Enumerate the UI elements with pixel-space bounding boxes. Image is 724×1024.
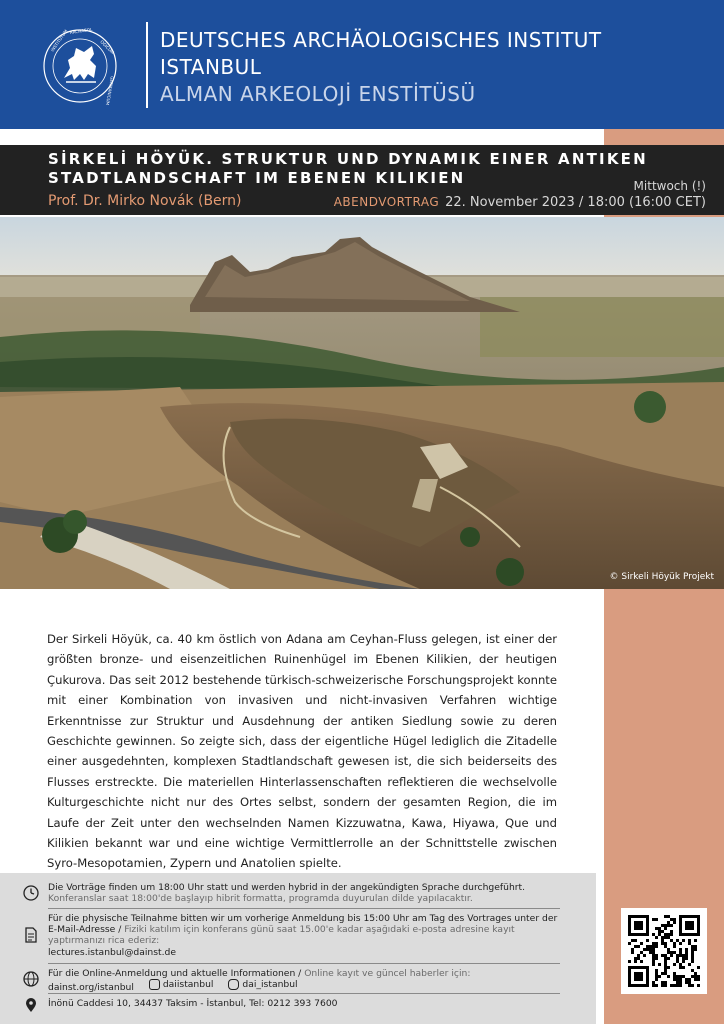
document-icon <box>22 926 40 944</box>
qr-code[interactable] <box>621 908 707 994</box>
institute-name-turkish: ALMAN ARKEOLOJİ ENSTİTÜSÜ <box>160 82 476 106</box>
aerial-landscape-image <box>0 217 724 589</box>
lecture-abstract: Der Sirkeli Höyük, ca. 40 km östlich von Adana am Ceyhan-Fluss gelegen, ist einer der größten bronze- und eisenzeitlichen Ruinenhügel im Ebenen Kilikien, der heutigen Çukurova. Das seit 2012 bestehende türkisch-schweizerische Forschungsprojekt konnte mit einer Kombination von invasiven und nicht-invasiven Verfahren wichtige Erkenntnisse zur Struktur und Ausdehnung der antiken Siedlung sowie zu deren Geschichte gewinnen. So zeigte sich, dass der eigentliche Hügel lediglich die Zitadelle einer ausgedehnten, komplexen Stadtlandschaft gewesen ist, die sich beiderseits des Flusses erstreckte. Die materiellen Hinterlassenschaften reflektieren die wechselvolle Kulturgeschichte nicht nur des Ortes selbst, sondern der gesamten Region, die im Laufe der Zeit unter den wechselnden Namen Kizzuwatna, Kawa, Hiyawa, Que und Kilikien bekannt war und eine wichtige Vermittlerrolle an der Schnittstelle zwischen Syro-Mesopotamien, Zypern und Anatolien spielte. <box>47 632 557 871</box>
divider <box>48 993 560 994</box>
facebook-handle: daiistanbul <box>162 979 214 991</box>
registration-email-link[interactable]: lectures.istanbul@dainst.de <box>48 946 177 958</box>
divider <box>48 908 560 909</box>
info-time-german: Die Vorträge finden um 18:00 Uhr statt und werden hybrid in der angekündigten Sprache durchgeführt. <box>48 882 526 893</box>
info-online-turkish: Online kayıt ve güncel haberler için: <box>304 968 471 979</box>
header-divider <box>146 22 148 108</box>
institute-seal-logo <box>40 22 120 110</box>
lecture-datetime: 22. November 2023 / 18:00 (16:00 CET) <box>445 195 706 210</box>
info-address: İnönü Caddesi 10, 34437 Taksim - İstanbul, Tel: 0212 393 7600 <box>48 998 338 1009</box>
svg-text:OGICUM: OGICUM <box>99 39 116 56</box>
lecture-speaker: Prof. Dr. Mirko Novák (Bern) <box>48 193 242 209</box>
location-pin-icon <box>22 996 40 1014</box>
info-registration <box>48 913 558 958</box>
lecture-weekday: Mittwoch (!) <box>633 179 706 193</box>
globe-icon <box>22 970 40 988</box>
facebook-link[interactable] <box>149 979 214 990</box>
lecture-title: SİRKELİ HÖYÜK. STRUKTUR UND DYNAMIK EINER ANTIKEN STADTLANDSCHAFT IM EBENEN KILIKIEN <box>48 150 648 187</box>
facebook-icon <box>149 979 160 990</box>
info-registration-german: Für die physische Teilnahme bitten wir um vorherige Anmeldung bis 15:00 Uhr am Tag des Vortrages unter der E-Mail-Adresse / <box>48 913 558 936</box>
clock-icon <box>22 884 40 902</box>
lecture-date-line <box>334 195 706 210</box>
info-registration-turkish: Fiziki katılım için konferans günü saat 15.00'e kadar aşağıdaki e-posta adresine kayıt yaptırmanızı rica ederiz: <box>48 924 515 947</box>
institute-header <box>0 0 724 129</box>
aerial-photo <box>0 217 724 589</box>
instagram-link[interactable] <box>228 979 297 990</box>
divider <box>48 963 560 964</box>
website-text: dainst.org/istanbul <box>48 982 134 994</box>
svg-text:GERMANICUM: GERMANICUM <box>104 75 115 106</box>
photo-credit: © Sirkeli Höyük Projekt <box>609 572 714 582</box>
institute-city: ISTANBUL <box>160 55 262 79</box>
institute-name: DEUTSCHES ARCHÄOLOGISCHES INSTITUT <box>160 28 602 52</box>
svg-text:ARCHAEOL: ARCHAEOL <box>69 26 93 35</box>
instagram-handle: dai_istanbul <box>242 979 298 991</box>
svg-text:INSTITUTUM: INSTITUTUM <box>49 28 69 53</box>
info-time <box>48 882 558 904</box>
info-online-german: Für die Online-Anmeldung und aktuelle Informationen / <box>48 968 302 979</box>
info-time-turkish: Konferanslar saat 18:00'de başlayıp hibrit formatta, programda duyurulan dilde yapılacaktır. <box>48 893 473 905</box>
qr-code-pattern <box>628 915 700 987</box>
website-link[interactable] <box>48 982 134 993</box>
lecture-kind: ABENDVORTRAG <box>333 195 440 209</box>
info-online <box>48 968 558 994</box>
instagram-icon <box>228 979 239 990</box>
